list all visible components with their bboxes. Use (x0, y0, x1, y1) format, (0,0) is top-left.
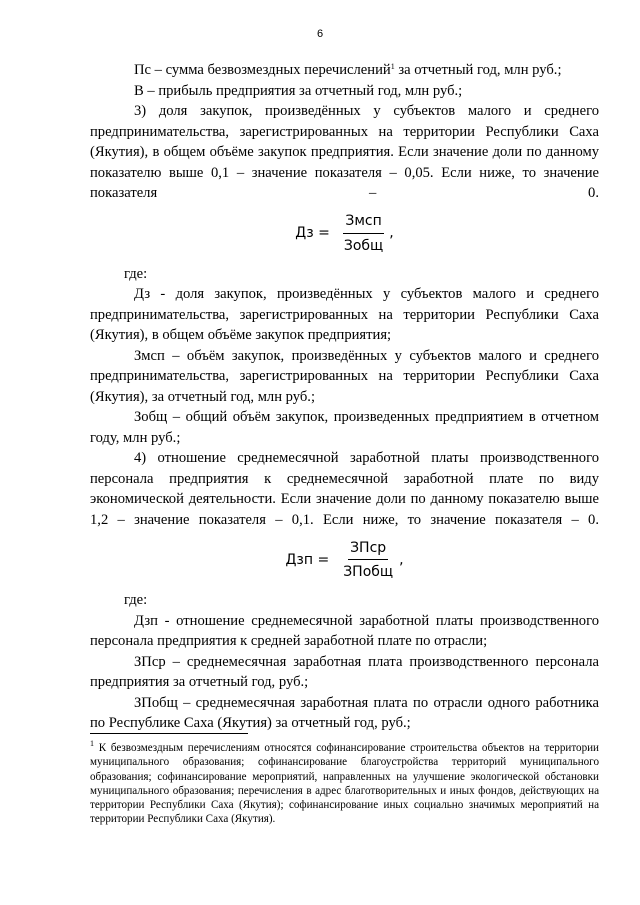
definition-zobsch: Зобщ – общий объём закупок, произведенных предприятием в отчетном году, млн руб.; (90, 409, 599, 446)
formula-numerator: ЗПср (348, 538, 388, 561)
footnote (90, 741, 599, 827)
formula-comma: , (399, 551, 404, 568)
formula-comma: , (389, 225, 394, 242)
paragraph-pc (90, 60, 599, 81)
definition-dzp: Дзп - отношение среднемесячной заработной платы производственного персонала предприятия к средней заработной плате по отрасли; (90, 612, 599, 649)
formula-denominator: ЗПобщ (343, 564, 394, 580)
paragraph-item-3: 3) доля закупок, произведённых у субъектов малого и среднего предпринимательства, зарегистрированных на территории Республики Саха (Якутия), в общем объёме закупок предприятия. Если значение доли по данному показателю выше 0,1 – значение показателя – 0,05. Если ниже, то значение показателя – 0. (90, 103, 599, 201)
footnote-separator (90, 733, 248, 734)
definition-zpsr: ЗПср – среднемесячная заработная плата производственного персонала предприятия за отчетный год, руб.; (90, 653, 599, 690)
formula-purchase-share (90, 204, 599, 264)
formula-fraction (341, 538, 395, 583)
formula-lhs: Дзп = (285, 551, 330, 568)
footnote-reference[interactable]: 1 (390, 62, 395, 71)
formula-lhs: Дз = (295, 225, 330, 242)
document-body (90, 60, 599, 734)
formula-salary-ratio (90, 530, 599, 590)
footnote-text: К безвозмездным перечислениям относятся софинансирование строительства объектов на территории муниципального образования; софинансирование благоустройства территорий муниципального образования; софинансирование мероприятий, направленных на улучшение экологической обстановки муниципального образования; перечисления в адрес благотворительных и иных фондов, действующих на территории Республики Саха (Якутия); софинансирование иных социально значимых мероприятий на территории Республики Саха (Якутия). (90, 742, 599, 826)
paragraph-pc-text: Пс – сумма безвозмездных перечислений (134, 62, 391, 78)
where-label: где: (124, 265, 148, 282)
where-label: где: (124, 592, 148, 608)
definition-dz: Дз - доля закупок, произведённых у субъектов малого и среднего предпринимательства, зарегистрированных на территории Республики Саха (Якутия), в общем объёме закупок предприятия; (90, 286, 599, 343)
paragraph-item-4: 4) отношение среднемесячной заработной платы производственного персонала предприятия к среднемесячной заработной плате по виду экономической деятельности. Если значение доли по данному показателю выше 1,2 – значение показателя – 0,1. Если ниже, то значение показателя – 0. (90, 450, 599, 528)
formula-denominator: Зобщ (343, 237, 384, 254)
formula-fraction (342, 211, 385, 256)
definition-zmsp: Змсп – объём закупок, произведённых у субъектов малого и среднего предпринимательства, зарегистрированных на территории Республики Саха (Якутия), за отчетный год, млн руб.; (90, 347, 599, 405)
paragraph-profit: В – прибыль предприятия за отчетный год, млн руб.; (134, 82, 463, 99)
definition-zpobsch: ЗПобщ – среднемесячная заработная плата по отрасли одного работника по Республике Саха (Якутия) за отчетный год, руб.; (90, 694, 599, 731)
page-number: 6 (316, 28, 324, 40)
formula-numerator: Змсп (343, 211, 383, 234)
footnote-marker: 1 (90, 739, 94, 748)
paragraph-pc-text-end: за отчетный год, млн руб.; (394, 62, 562, 78)
